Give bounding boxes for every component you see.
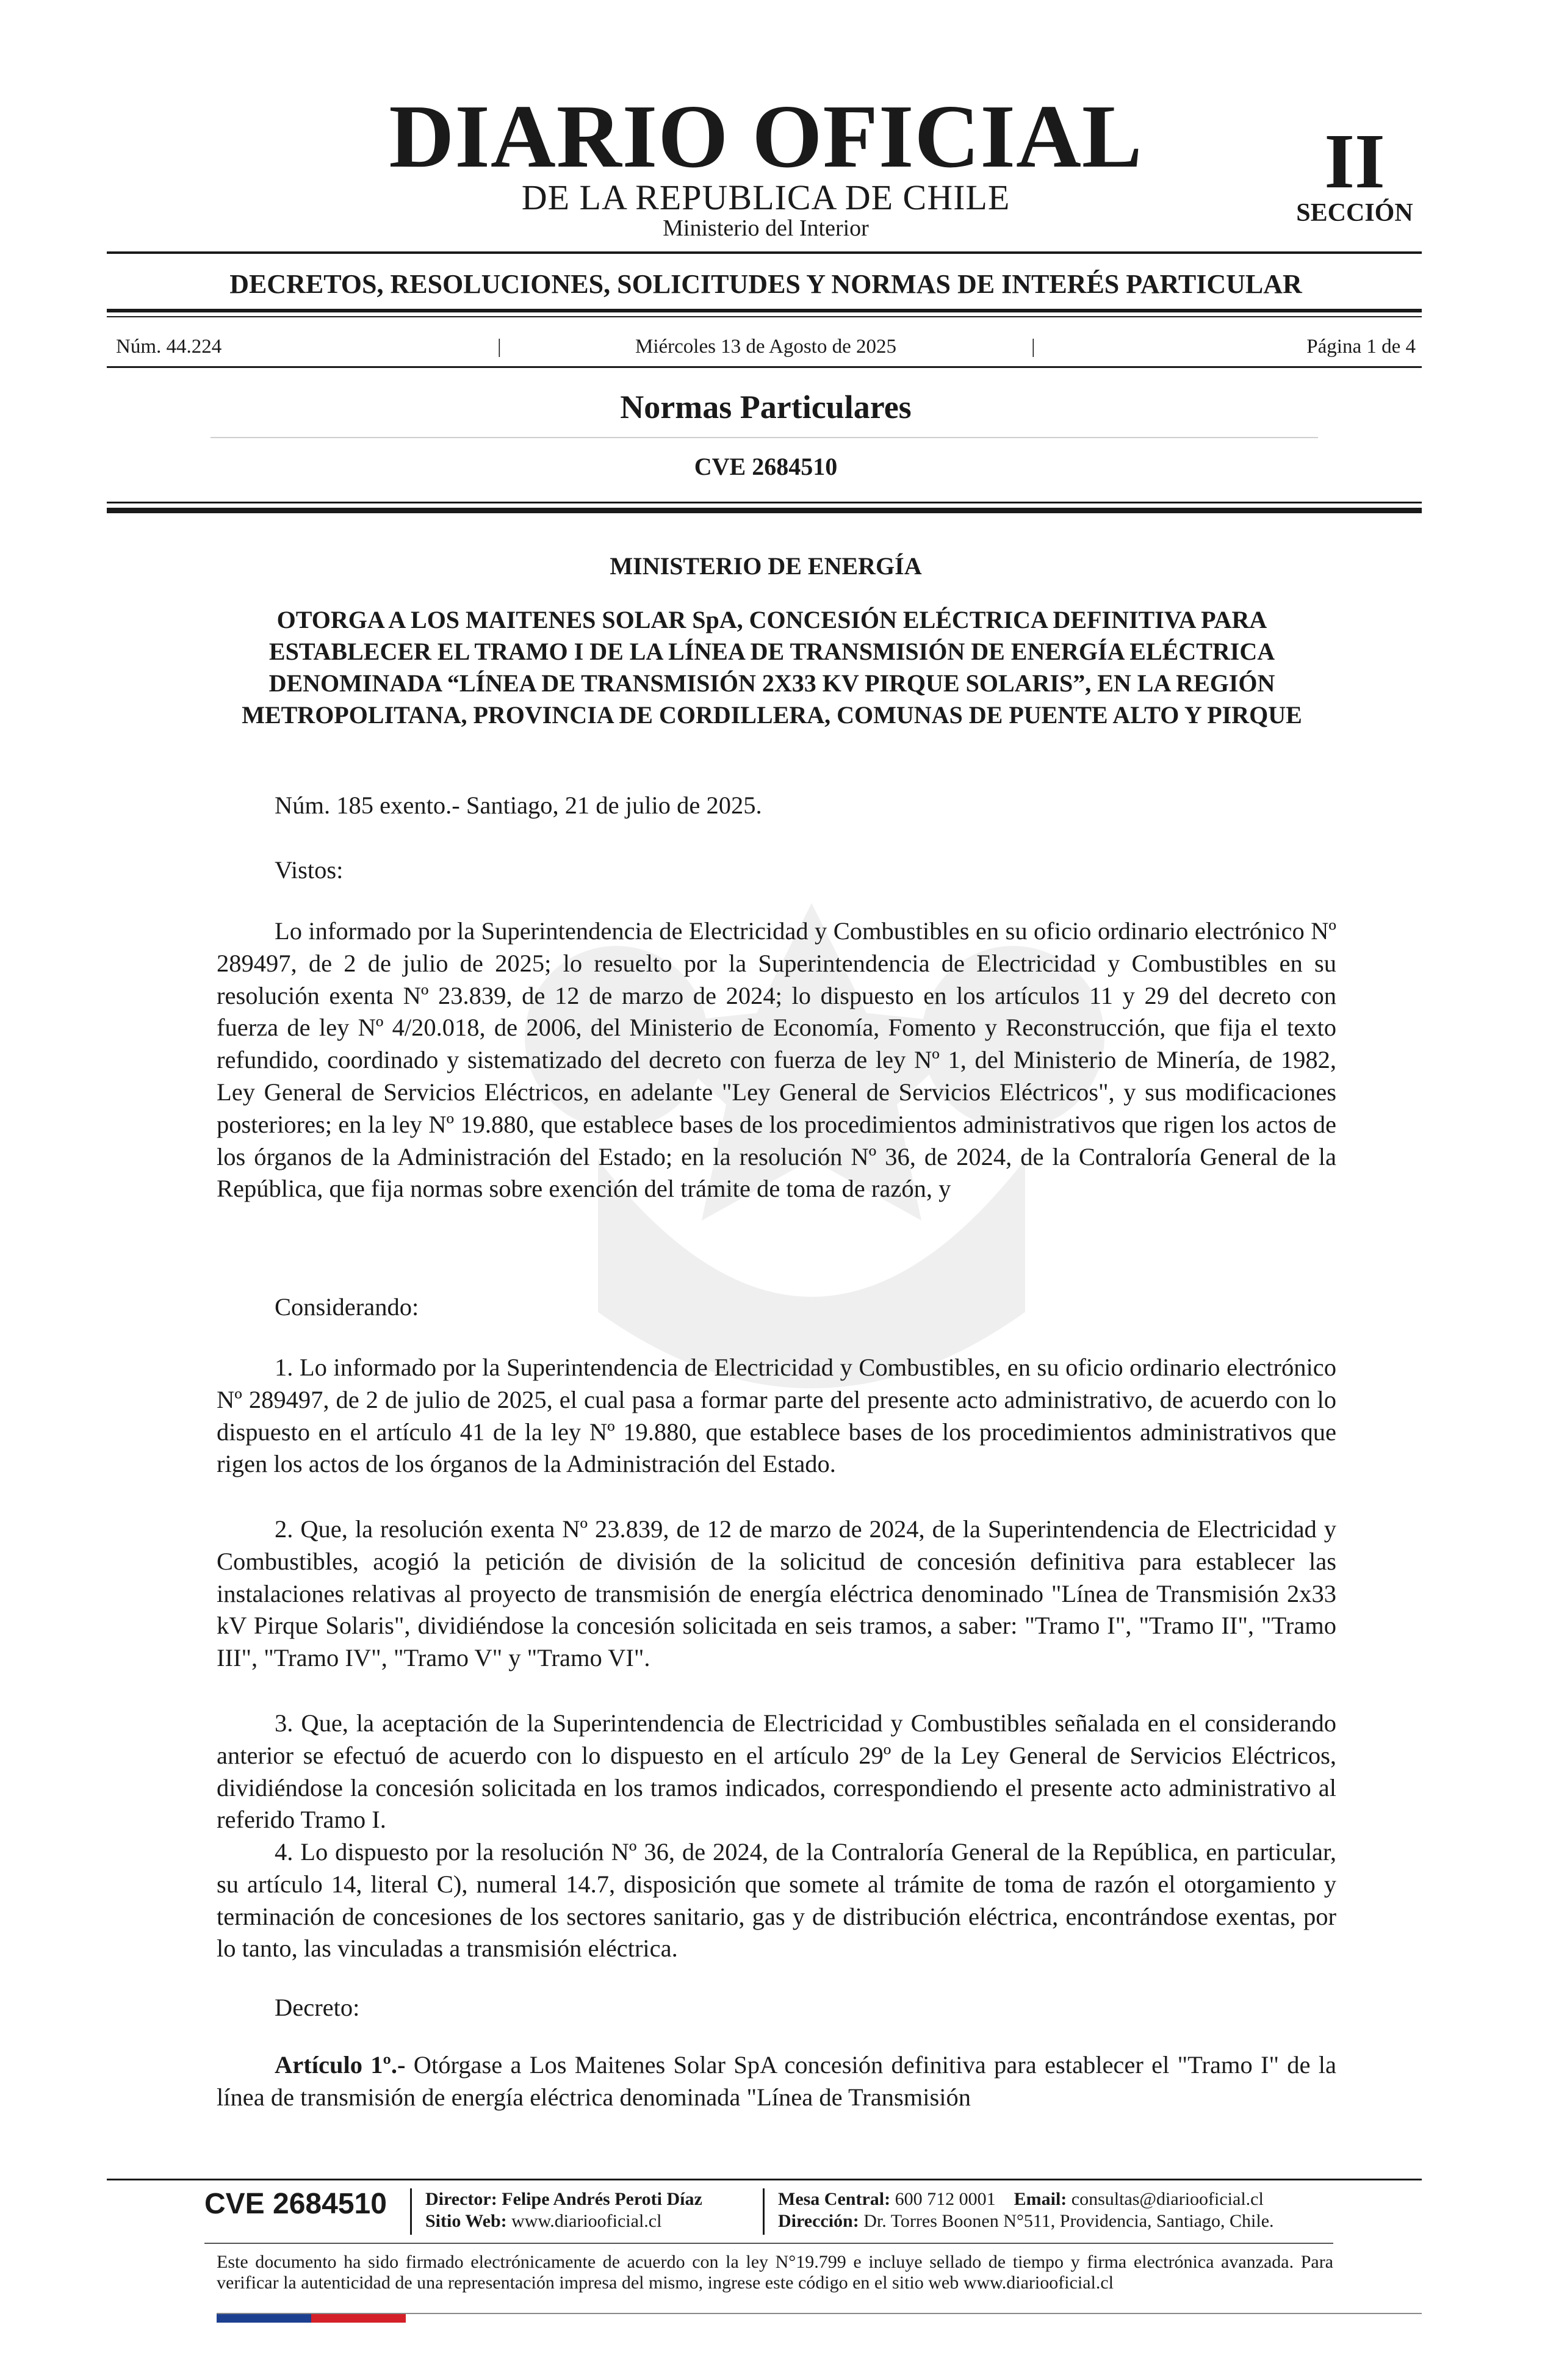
footer-contact-block — [778, 2188, 1274, 2232]
considerando-item: 3. Que, la aceptación de la Superintendencia de Electricidad y Combustibles señalada en el considerando anterior se efectuó de acuerdo con lo dispuesto en el artículo 29º de la Ley General de Servicios Eléctricos, dividiéndose la concesión solicitada en los tramos indicados, correspondiendo el presente acto administrativo al referido Tramo I. — [217, 1709, 1336, 1834]
considerando-item: 1. Lo informado por la Superintendencia de Electricidad y Combustibles, en su oficio ordinario electrónico Nº 289497, de 2 de julio de 2025, el cual pasa a formar parte del presente acto administrativo, de acuerdo con lo dispuesto en el artículo 41 de la ley Nº 19.880, que establece bases de los procedimientos administrativos que rigen los actos de los órganos de la Administración del Estado. — [217, 1354, 1336, 1478]
masthead-title: DIARIO OFICIAL — [389, 87, 1143, 187]
flag-stripe-red — [311, 2314, 406, 2323]
decree-title: OTORGA A LOS MAITENES SOLAR SpA, CONCESIÓN ELÉCTRICA DEFINITIVA PARA ESTABLECER EL TRAMO I DE LA LÍNEA DE TRANSMISIÓN DE ENERGÍA ELÉCTRICA DENOMINADA “LÍNEA DE TRANSMISIÓN 2X33 KV PIRQUE SOLARIS”, EN LA REGIÓN METROPOLITANA, PROVINCIA DE CORDILLERA, COMUNAS DE PUENTE ALTO Y PIRQUE — [242, 606, 1302, 729]
masthead-ministry: Ministerio del Interior — [663, 215, 869, 241]
website-label: Sitio Web: — [425, 2211, 507, 2231]
band-rule-thin — [107, 316, 1422, 317]
masthead-subtitle: DE LA REPUBLICA DE CHILE — [521, 178, 1010, 217]
cve-rule-thin — [107, 502, 1422, 503]
footer-separator — [763, 2188, 765, 2235]
website-link[interactable]: www.diariooficial.cl — [511, 2211, 662, 2231]
director-label: Director: — [425, 2189, 497, 2209]
cve-rule-thick — [107, 508, 1422, 513]
footer-rule-middle — [204, 2243, 1333, 2244]
masthead-rule-top — [107, 251, 1422, 254]
considerando-item: 2. Que, la resolución exenta Nº 23.839, de 12 de marzo de 2024, de la Superintendencia de Electricidad y Combustibles, acogió la petición de división de la solicitud de concesión definitiva para establecer las instalaciones relativas al proyecto de transmisión de energía eléctrica denominado "Línea de Transmisión 2x33 kV Pirque Solaris", dividiéndose la concesión solicitada en seis tramos, a saber: "Tramo I", "Tramo II", "Tramo III", "Tramo IV", "Tramo V" y "Tramo VI". — [217, 1515, 1336, 1672]
issue-page: Página 1 de 4 — [1306, 336, 1416, 358]
flag-stripe-blue — [217, 2314, 311, 2323]
address-text: Dr. Torres Boonen N°511, Providencia, Santiago, Chile. — [863, 2211, 1274, 2231]
vistos-heading: Vistos: — [275, 856, 344, 884]
article-1-paragraph — [217, 2049, 1336, 2114]
footer-separator — [410, 2188, 412, 2235]
vistos-paragraph: Lo informado por la Superintendencia de Electricidad y Combustibles en su oficio ordinario electrónico Nº 289497, de 2 de julio de 2025; lo resuelto por la Superintendencia de Electricidad y Combustibles en su resolución exenta Nº 23.839, de 12 de marzo de 2024; lo dispuesto en los artículos 11 y 29 del decreto con fuerza de ley Nº 4/20.018, de 2006, del Ministerio de Economía, Fomento y Reconstrucción, que fija el texto refundido, coordinado y sistematizado del decreto con fuerza de ley Nº 1, del Ministerio de Minería, de 1982, Ley General de Servicios Eléctricos, en adelante "Ley General de Servicios Eléctricos", y sus modificaciones posteriores; en la ley Nº 19.880, que establece bases de los procedimientos administrativos que rigen los actos de los órganos de la Administración del Estado; en la resolución Nº 36, de 2024, de la Contraloría General de la República, que fija normas sobre exención del trámite de toma de razón, y — [217, 917, 1336, 1203]
address-label: Dirección: — [778, 2211, 859, 2231]
section-band-title: DECRETOS, RESOLUCIONES, SOLICITUDES Y NORMAS DE INTERÉS PARTICULAR — [229, 269, 1302, 299]
issue-separator: | — [1031, 336, 1036, 358]
director-name: Felipe Andrés Peroti Díaz — [502, 2189, 702, 2209]
footer-director-block — [425, 2188, 702, 2232]
email-link[interactable]: consultas@diariooficial.cl — [1071, 2189, 1264, 2209]
phone-number: 600 712 0001 — [895, 2189, 996, 2209]
footer-rule-top — [107, 2179, 1422, 2180]
article-1-text: Otórgase a Los Maitenes Solar SpA concesión definitiva para establecer el "Tramo I" de la línea de transmisión de energía eléctrica denominada "Línea de Transmisión — [217, 2051, 1337, 2111]
band-rule-thick — [107, 309, 1422, 312]
decreto-heading: Decreto: — [275, 1994, 360, 2021]
section-label: SECCIÓN — [1296, 199, 1413, 227]
considerando-item: 4. Lo dispuesto por la resolución Nº 36, de 2024, de la Contraloría General de la República, en particular, su artículo 14, literal C), numeral 14.7, disposición que somete al trámite de toma de razón el otorgamiento y terminación de concesiones de los sectores sanitario, gas y de distribución eléctrica, encontrándose exentas, por lo tanto, las vinculadas a transmisión eléctrica. — [217, 1838, 1336, 1963]
decree-number: Núm. 185 exento.- Santiago, 21 de julio de 2025. — [275, 792, 762, 819]
issue-rule — [107, 366, 1422, 368]
footer-legal-note: Este documento ha sido firmado electrónicamente de acuerdo con la ley N°19.799 e incluye sellado de tiempo y firma electrónica avanzada. Para verificar la autenticidad de una representación impresa del mismo, ingrese este código en el sitio web www.diariooficial.cl — [217, 2252, 1333, 2293]
footer-cve-code: CVE 2684510 — [204, 2188, 387, 2220]
issue-number: Núm. 44.224 — [116, 336, 222, 358]
issuing-ministry: MINISTERIO DE ENERGÍA — [610, 552, 922, 580]
article-1-label: Artículo 1º.- — [275, 2051, 406, 2079]
issue-date: Miércoles 13 de Agosto de 2025 — [635, 336, 897, 358]
issue-bar — [116, 334, 1416, 359]
considerando-heading: Considerando: — [275, 1293, 419, 1321]
cve-code: CVE 2684510 — [694, 453, 838, 480]
section-title: Normas Particulares — [620, 389, 912, 425]
section-title-rule — [211, 437, 1318, 438]
issue-separator: | — [497, 336, 502, 358]
email-label: Email: — [1014, 2189, 1067, 2209]
phone-label: Mesa Central: — [778, 2189, 891, 2209]
section-number: II — [1324, 118, 1385, 204]
